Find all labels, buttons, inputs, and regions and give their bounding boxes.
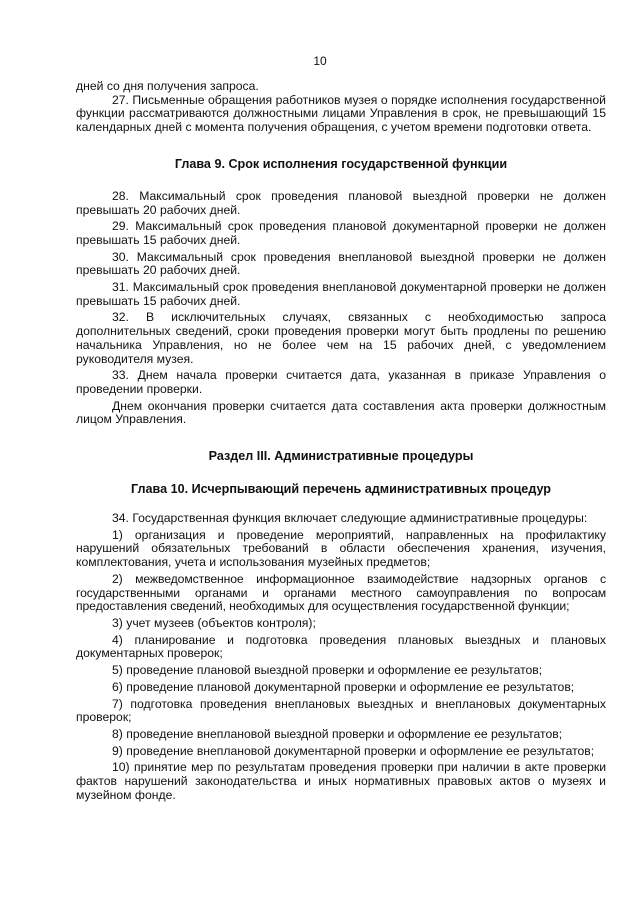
paragraph-34: 34. Государственная функция включает следующие административные процедуры: [112,511,588,526]
page-number: 10 [313,54,327,68]
paragraph-32: 32. В исключительных случаях, связанных с необходимостью запроса дополнительных сведений, сроки проведения проверки могут быть продлены по решению начальника Управления, но не более чем на 15 рабочих дней, с уведомлением руководителя музея. [76,310,606,366]
paragraph-29: 29. Максимальный срок проведения плановой документарной проверки не должен превышать 15 рабочих дней. [76,219,606,247]
chapter-9-heading: Глава 9. Срок исполнения государственной функции [174,156,508,171]
list-item-4: 4) планирование и подготовка проведения плановых выездных и плановых документарных проверок; [76,632,606,661]
chapter-10-heading: Глава 10. Исчерпывающий перечень административных процедур [130,482,551,497]
paragraph-30: 30. Максимальный срок проведения внеплановой выездной проверки не должен превышать 20 рабочих дней. [76,249,606,278]
paragraph-33: 33. Днем начала проверки считается дата, указанная в приказе Управления о проведении проверки. [76,368,606,396]
list-item-10: 10) принятие мер по результатам проведения проверки при наличии в акте проверки фактов нарушений законодательства и иных нормативных правовых актов о музеях и музейном фонде. [76,760,606,802]
section-3-heading: Раздел III. Административные процедуры [208,449,474,464]
list-item-3: 3) учет музеев (объектов контроля); [112,615,316,630]
list-item-5: 5) проведение плановой выездной проверки и оформление ее результатов; [112,663,543,678]
list-item-6: 6) проведение плановой документарной проверки и оформление ее результатов; [112,679,575,694]
list-item-9: 9) проведение внеплановой документарной проверки и оформление ее результатов; [112,743,595,758]
paragraph-33-end-date: Днем окончания проверки считается дата составления акта проверки должностным лицом Управления. [76,398,606,427]
document-body [76,80,606,802]
paragraph-continuation: дней со дня получения запроса. [76,79,259,93]
list-item-7: 7) подготовка проведения внеплановых выездных и внеплановых документарных проверок; [76,696,606,725]
paragraph-31: 31. Максимальный срок проведения внеплановой документарной проверки не должен превышать 15 рабочих дней. [76,280,606,308]
paragraph-28: 28. Максимальный срок проведения плановой выездной проверки не должен превышать 20 рабочих дней. [76,188,606,217]
paragraph-27: 27. Письменные обращения работников музея о порядке исполнения государственной функции рассматриваются должностными лицами Управления в срок, не превышающий 15 календарных дней с момента получения обращения, с учетом времени подготовки ответа. [76,92,606,135]
list-item-8: 8) проведение внеплановой выездной проверки и оформление ее результатов; [112,726,563,741]
list-item-2: 2) межведомственное информационное взаимодействие надзорных органов с государственными органами и органами местного самоуправления по вопросам предоставления сведений, необходимых для осуществления государственной функции; [76,571,606,614]
list-item-1: 1) организация и проведение мероприятий, направленных на профилактику нарушений обязательных требований в области обеспечения хранения, изучения, комплектования, учета и использования музейных предметов; [76,527,606,570]
